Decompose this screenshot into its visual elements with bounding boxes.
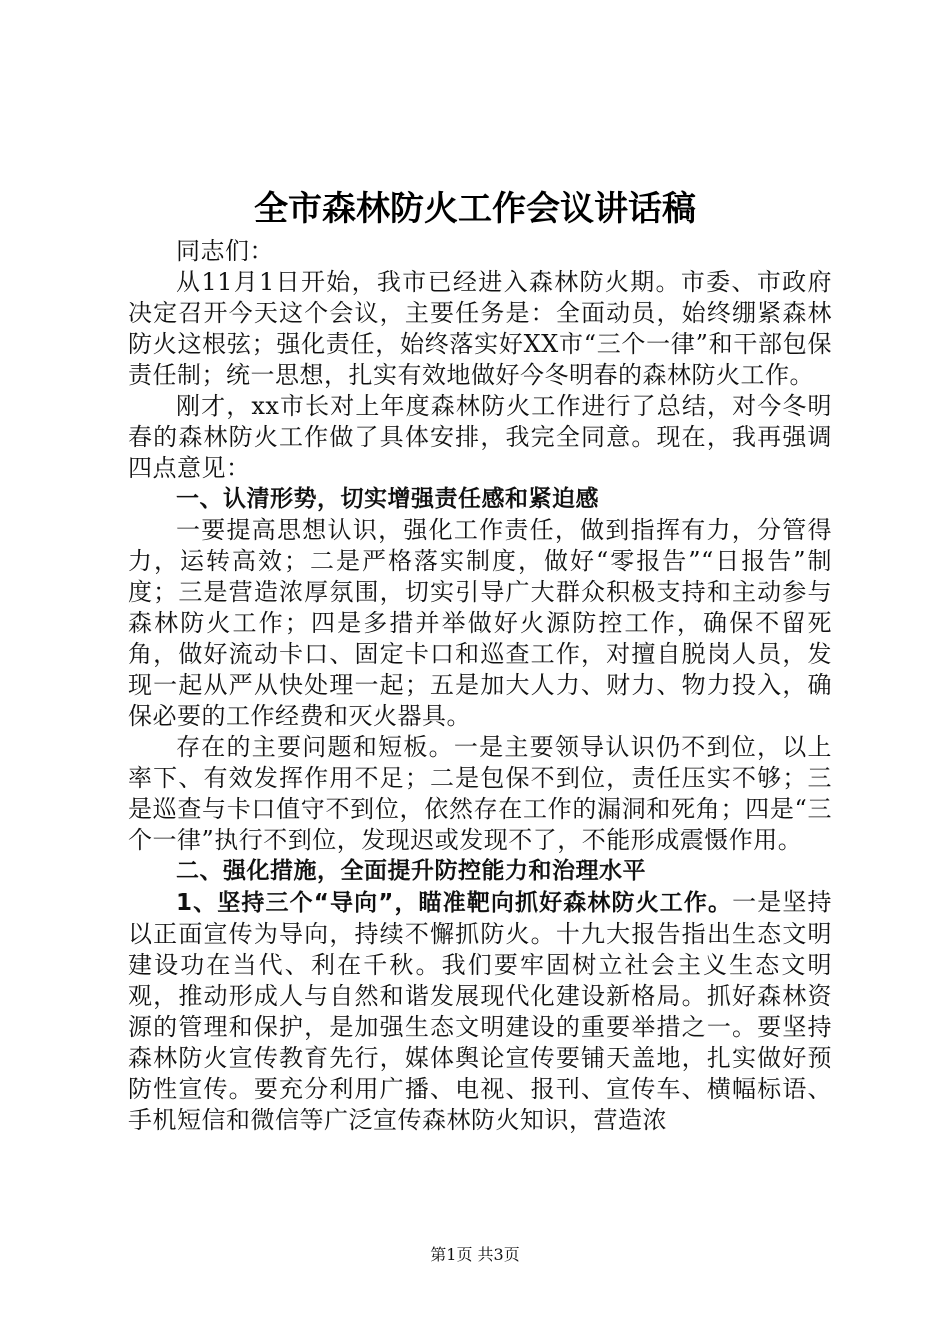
paragraph-lead: 1、坚持三个“导向”，瞄准靶向抓好森林防火工作。 — [176, 890, 733, 916]
section-heading-1: 一、认清形势，切实增强责任感和紧迫感 — [176, 486, 599, 512]
paragraph-opinions: 刚才，xx市长对上年度森林防火工作进行了总结，对今冬明春的森林防火工作做了具体安排，我完全同意。现在，我再强调四点意见： — [128, 392, 832, 482]
paragraph-guidance — [128, 887, 832, 1136]
paragraph-guidance-text: 一是坚持以正面宣传为导向，持续不懈抓防火。十九大报告指出生态文明建设功在当代、利在千秋。我们要牢固树立社会主义生态文明观，推动形成人与自然和谐发展现代化建设新格局。抓好森林资源的管理和保护，是加强生态文明建设的重要举措之一。要坚持森林防火宣传教育先行，媒体舆论宣传要铺天盖地，扎实做好预防性宣传。要充分利用广播、电视、报刊、宣传车、横幅标语、手机短信和微信等广泛宣传森林防火知识，营造浓 — [128, 888, 832, 1134]
section-heading-2: 二、强化措施，全面提升防控能力和治理水平 — [176, 858, 646, 884]
paragraph-measures: 一要提高思想认识，强化工作责任，做到指挥有力，分管得力，运转高效；二是严格落实制度，做好“零报告”“日报告”制度；三是营造浓厚氛围，切实引导广大群众积极支持和主动参与森林防火工作；四是多措并举做好火源防控工作，确保不留死角，做好流动卡口、固定卡口和巡查工作，对擅自脱岗人员，发现一起从严从快处理一起；五是加大人力、财力、物力投入，确保必要的工作经费和灭火器具。 — [128, 516, 832, 730]
salutation: 同志们： — [176, 237, 274, 265]
paragraph-problems: 存在的主要问题和短板。一是主要领导认识仍不到位，以上率下、有效发挥作用不足；二是包保不到位，责任压实不够；三是巡查与卡口值守不到位，依然存在工作的漏洞和死角；四是“三个一律”执行不到位，发现迟或发现不了，不能形成震慑作用。 — [128, 733, 832, 854]
paragraph-intro: 从11月1日开始，我市已经进入森林防火期。市委、市政府决定召开今天这个会议，主要任务是：全面动员，始终绷紧森林防火这根弦；强化责任，始终落实好XX市“三个一律”和干部包保责任制；统一思想，扎实有效地做好今冬明春的森林防火工作。 — [128, 268, 832, 389]
document-title: 全市森林防火工作会议讲话稿 — [254, 189, 696, 229]
page-footer: 第1页 共3页 — [430, 1245, 520, 1264]
document-body — [128, 236, 832, 1136]
